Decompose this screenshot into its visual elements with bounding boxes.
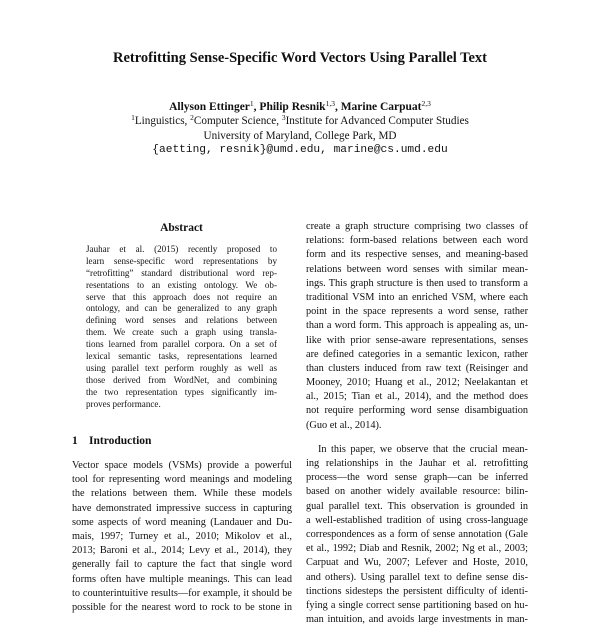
text-line: like with prior sense-aware representations, senses xyxy=(306,334,528,346)
section-title: Introduction xyxy=(89,435,152,447)
text-line: (Guo et al., 2014). xyxy=(306,419,382,431)
text-line: a well-established tradition of using cross-language xyxy=(306,514,528,526)
text-line: 2013; Baroni et al., 2014; Levy et al., 2014), they xyxy=(72,545,292,557)
text-line: ings. This graph structure is then used to transform a xyxy=(306,277,528,289)
text-line: using parallel text perform roughly as well as xyxy=(86,362,277,373)
text-line: some aspects of word meaning (Landauer and Du- xyxy=(72,516,292,528)
text-line: based on another widely available resource: bilin- xyxy=(306,486,528,498)
text-line: Vector space models (VSMs) provide a powerful xyxy=(72,460,292,471)
introduction-body xyxy=(72,459,292,615)
right-column xyxy=(306,220,528,627)
text-line: gual parallel text. This observation is grounded in xyxy=(306,500,528,512)
text-line: learn sense-specific word representations by xyxy=(86,255,277,266)
section-number: 1 xyxy=(72,435,78,447)
abstract-body xyxy=(86,244,277,410)
text-line: et al., 1992; Diab and Resnik, 2002; Ng et al., 2003; xyxy=(306,543,528,555)
text-line: In this paper, we observe that the crucial mean- xyxy=(318,443,528,455)
text-line: mais, 1997; Turney et al., 2010; Mikolov et al., xyxy=(72,530,292,542)
abstract-heading: Abstract xyxy=(160,222,203,234)
affiliation-departments: $^1$Linguistics, $^2$Computer Science, $^3$Institute for Advanced Computer Studies xyxy=(131,113,469,127)
text-line: defining word senses and relations between xyxy=(86,315,277,326)
text-line: possible for the nearest word to rock to be stone in xyxy=(72,601,292,613)
text-line: tinctions sidesteps the persistent difficulty of identi- xyxy=(306,585,528,597)
text-line: than a word form. This approach is appealing as, un- xyxy=(306,320,528,332)
text-line: and others). Using parallel text to define sense dis- xyxy=(306,571,528,583)
text-line: the two representation types significantly im- xyxy=(86,386,277,397)
text-line: Jauhar et al. (2015) recently proposed to xyxy=(86,244,277,254)
text-line: fying a single correct sense partitioning based on hu- xyxy=(306,599,528,611)
text-line: correspondences as a form of sense annotation (Gale xyxy=(306,528,528,540)
text-line: not require performing word sense disambiguation xyxy=(306,405,528,417)
text-line: forms often have multiple meanings. This can lead xyxy=(72,573,292,585)
text-line: generally fail to capture the fact that single word xyxy=(72,559,292,571)
text-line: ing relationships in the Jauhar et al. retrofitting xyxy=(306,458,528,469)
text-line: have demonstrated impressive success in capturing xyxy=(72,502,292,514)
text-line: relations between word senses with similar mean- xyxy=(306,263,528,275)
author: Allyson Ettinger$^1$ xyxy=(169,99,254,113)
text-line: traditional VSM into an enriched VSM, where each xyxy=(306,291,528,303)
author-emails: {aetting, resnik}@umd.edu, marine@cs.umd.edu xyxy=(152,144,448,156)
affiliation-university: University of Maryland, College Park, MD xyxy=(203,130,397,142)
text-line: relations: form-based relations between each word xyxy=(306,235,528,247)
text-line: tions learned from parallel corpora. On a set of xyxy=(86,339,277,350)
section-heading xyxy=(72,435,151,447)
text-line: those derived from WordNet, and combining xyxy=(86,374,277,385)
text-line: are defined categories in a semantic lexicon, rather xyxy=(306,348,528,360)
text-line: create a graph structure comprising two classes of xyxy=(306,221,528,232)
text-line: process—the word sense graph—can be inferred xyxy=(306,472,528,484)
text-line: serve that this approach does not require an xyxy=(86,291,277,302)
text-line: resentations to an existing ontology. We ob- xyxy=(86,279,277,290)
text-line: man intuition, and avoids large investments in man- xyxy=(306,614,528,626)
author: Philip Resnik$^{1,3}$ xyxy=(259,99,335,113)
text-line: point in the space represents a word sense, rather xyxy=(306,306,528,318)
right-column-paragraph-2 xyxy=(306,443,528,627)
text-line: ontology, and can be generalized to any graph xyxy=(86,303,277,314)
right-column-paragraph-1 xyxy=(306,220,528,433)
text-line: the relations between them. While these models xyxy=(72,488,292,500)
text-line: al., 2015; Tian et al., 2014), and the method does xyxy=(306,391,528,403)
text-line: Carpuat and Wu, 2007; Lefever and Hoste, 2010, xyxy=(306,557,528,569)
text-line: form and its respective senses, and meaning-based xyxy=(306,249,528,261)
text-line: Mooney, 2010; Huang et al., 2012; Neelakantan et xyxy=(306,377,528,389)
author-list: Allyson Ettinger$^1$, Philip Resnik$^{1,3}$, Marine Carpuat$^{2,3}$ xyxy=(169,99,431,113)
author: Marine Carpuat$^{2,3}$ xyxy=(340,99,431,113)
text-line: tool for representing word meanings and modeling xyxy=(72,474,292,486)
text-line: “retrofitting” standard distributional word rep- xyxy=(86,267,277,278)
text-line: to counterintuitive results—for example, it should be xyxy=(72,587,292,599)
text-line: lexical semantic tasks, representations learned xyxy=(86,351,277,362)
paper-title: Retrofitting Sense-Specific Word Vectors Using Parallel Text xyxy=(112,50,488,66)
text-line: proves performance. xyxy=(86,398,161,409)
text-line: them. We create such a graph using transla- xyxy=(86,327,277,338)
text-line: than clusters induced from raw text (Reisinger and xyxy=(306,362,528,374)
